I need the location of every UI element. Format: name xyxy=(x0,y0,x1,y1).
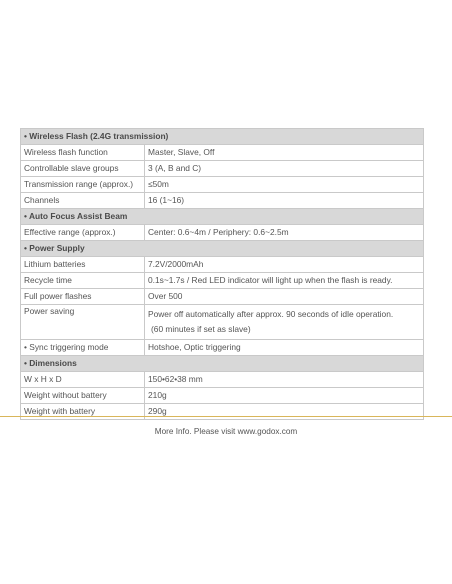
row-label: Full power flashes xyxy=(21,289,145,305)
row-label: • Sync triggering mode xyxy=(21,340,145,356)
row-label: Controllable slave groups xyxy=(21,161,145,177)
table-row xyxy=(21,388,424,404)
row-value xyxy=(145,305,424,340)
row-value: 0.1s~1.7s / Red LED indicator will light up when the flash is ready. xyxy=(145,273,424,289)
table-row xyxy=(21,177,424,193)
row-label: W x H x D xyxy=(21,372,145,388)
row-value-line: Power off automatically after approx. 90 seconds of idle operation. xyxy=(148,309,394,319)
row-value: 7.2V/2000mAh xyxy=(145,257,424,273)
table-row xyxy=(21,273,424,289)
row-value: 290g xyxy=(145,404,424,420)
table-row xyxy=(21,340,424,356)
row-value: Master, Slave, Off xyxy=(145,145,424,161)
table-row xyxy=(21,305,424,340)
row-label: Lithium batteries xyxy=(21,257,145,273)
section-title: • Dimensions xyxy=(21,356,424,372)
row-label: Effective range (approx.) xyxy=(21,225,145,241)
table-row xyxy=(21,289,424,305)
row-label: Wireless flash function xyxy=(21,145,145,161)
section-wireless-flash xyxy=(21,129,424,145)
table-row xyxy=(21,161,424,177)
row-label: Power saving xyxy=(21,305,145,340)
table-row xyxy=(21,404,424,420)
footer-website-note: More Info. Please visit www.godox.com xyxy=(154,427,298,436)
spec-table xyxy=(20,128,424,420)
row-label: Transmission range (approx.) xyxy=(21,177,145,193)
row-value: Center: 0.6~4m / Periphery: 0.6~2.5m xyxy=(145,225,424,241)
row-value: ≤50m xyxy=(145,177,424,193)
section-power-supply xyxy=(21,241,424,257)
row-value: Hotshoe, Optic triggering xyxy=(145,340,424,356)
row-label: Weight with battery xyxy=(21,404,145,420)
section-title: • Power Supply xyxy=(21,241,424,257)
row-label: Recycle time xyxy=(21,273,145,289)
table-row xyxy=(21,257,424,273)
section-title: • Wireless Flash (2.4G transmission) xyxy=(21,129,424,145)
row-label: Channels xyxy=(21,193,145,209)
row-value: Over 500 xyxy=(145,289,424,305)
row-value: 150•62•38 mm xyxy=(145,372,424,388)
footer-divider xyxy=(0,416,452,417)
row-value: 16 (1~16) xyxy=(145,193,424,209)
section-title: • Auto Focus Assist Beam xyxy=(21,209,424,225)
section-dimensions xyxy=(21,356,424,372)
table-row xyxy=(21,225,424,241)
section-af-assist-beam xyxy=(21,209,424,225)
row-label: Weight without battery xyxy=(21,388,145,404)
table-row xyxy=(21,145,424,161)
row-value: 3 (A, B and C) xyxy=(145,161,424,177)
table-row xyxy=(21,372,424,388)
row-value-line: (60 minutes if set as slave) xyxy=(151,324,251,334)
row-value: 210g xyxy=(145,388,424,404)
table-row xyxy=(21,193,424,209)
